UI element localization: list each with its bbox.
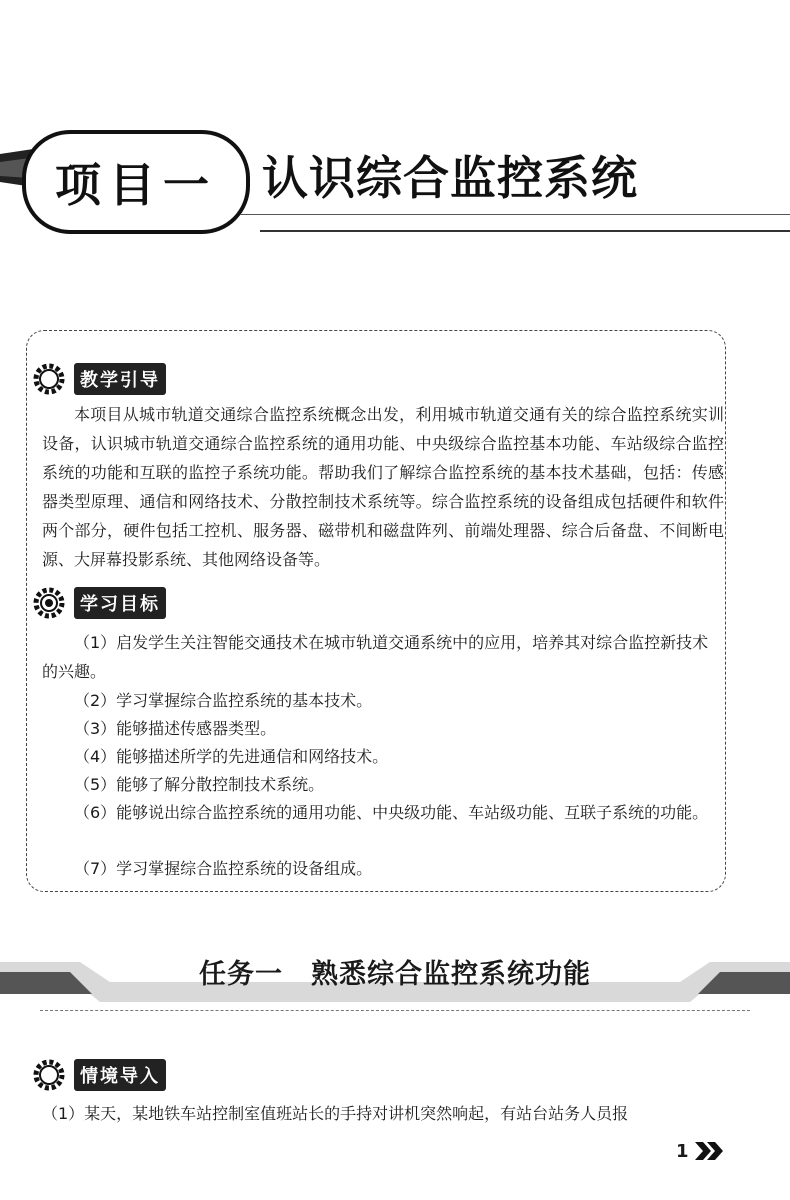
project-label-badge (22, 130, 250, 234)
gear-icon (32, 362, 66, 396)
header-rule (260, 230, 790, 232)
scenario-paragraph: （1）某天，某地铁车站控制室值班站长的手持对讲机突然响起，有站台站务人员报 (42, 1104, 629, 1123)
objective-item: （3）能够描述传感器类型。 (74, 719, 277, 738)
objective-item: （5）能够了解分散控制技术系统。 (74, 775, 325, 794)
project-label: 项目一 (55, 158, 217, 212)
section-label: 情境导入 (74, 1059, 166, 1091)
objective-item: （4）能够描述所学的先进通信和网络技术。 (74, 747, 389, 766)
section-label: 学习目标 (74, 587, 166, 619)
objective-item: （2）学习掌握综合监控系统的基本技术。 (74, 691, 373, 710)
page-number: 1 (676, 1140, 689, 1162)
guide-paragraph: 本项目从城市轨道交通综合监控系统概念出发，利用城市轨道交通有关的综合监控系统实训设备，认识城市轨道交通综合监控系统的通用功能、中央级综合监控基本功能、车站级综合监控系统的功能和互联的监控子系统功能。帮助我们了解综合监控系统的基本技术基础，包括：传感器类型原理、通信和网络技术、分散控制技术系统等。综合监控系统的设备组成包括硬件和软件两个部分，硬件包括工控机、服务器、磁带机和磁盘阵列、前端处理器、综合后备盘、不间断电源、大屏幕投影系统、其他网络设备等。 (42, 405, 724, 569)
objective-item: （6）能够说出综合监控系统的通用功能、中央级功能、车站级功能、互联子系统的功能。 (74, 803, 709, 822)
task-title: 任务一 熟悉综合监控系统功能 (199, 959, 591, 990)
task-banner (0, 932, 790, 1012)
objective-item: （1）启发学生关注智能交通技术在城市轨道交通系统中的应用，培养其对综合监控新技术的兴趣。 (42, 633, 709, 681)
section-label: 教学引导 (74, 363, 166, 395)
task-divider (40, 1010, 750, 1011)
section-heading-guide (32, 362, 166, 396)
section-heading-objectives (32, 586, 166, 620)
header-rule (240, 214, 790, 215)
project-header (0, 120, 790, 240)
target-icon (32, 586, 66, 620)
project-title: 认识综合监控系统 (262, 151, 638, 205)
gear-icon (32, 1058, 66, 1092)
section-heading-scenario (32, 1058, 166, 1092)
double-chevron-right-icon (693, 1140, 727, 1162)
page-footer (676, 1140, 727, 1162)
objective-item: （7）学习掌握综合监控系统的设备组成。 (74, 859, 373, 878)
